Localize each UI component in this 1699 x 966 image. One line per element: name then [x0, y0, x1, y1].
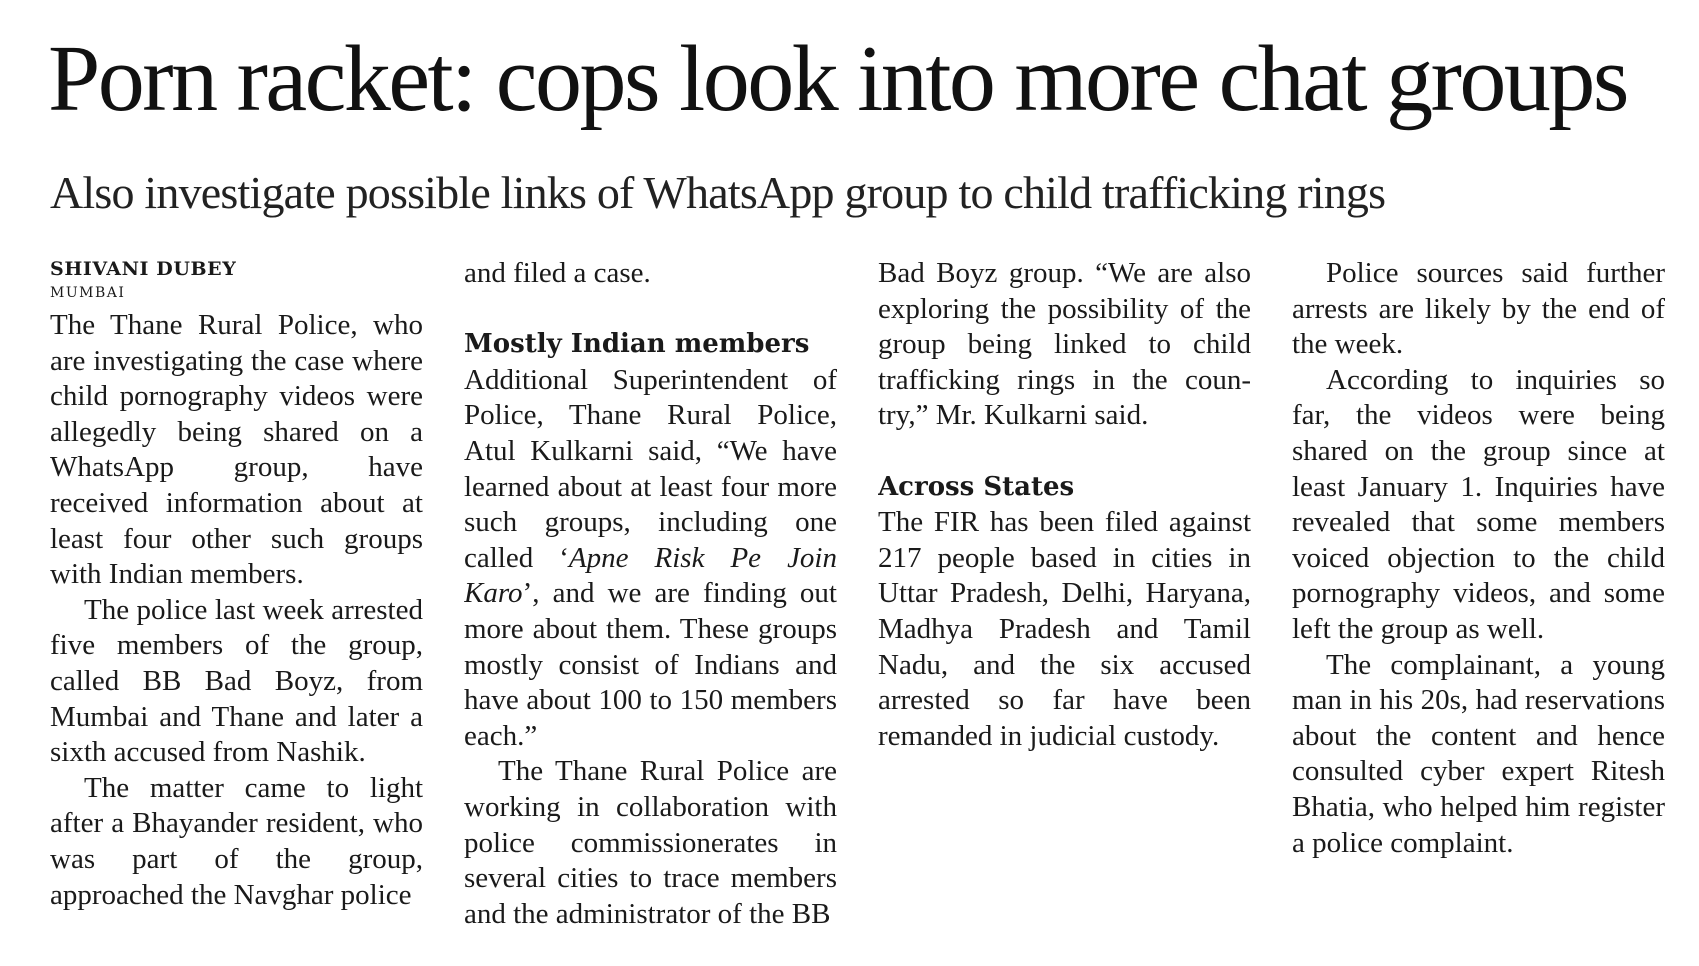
- group-name: Apne Risk Pe Join Karo: [464, 541, 837, 610]
- column-2: [464, 256, 837, 932]
- paragraph: The Thane Rural Police are working in collaboration with police commissionerates in several cities to trace members and the administrator of the BB: [464, 755, 837, 930]
- paragraph: [464, 363, 837, 755]
- paragraph: According to inquiries so far, the videos were being shared on the group since at least January 1. Inquiries have revealed that some members voiced objection to the child pornography videos, and some left the group as well.: [1292, 363, 1665, 645]
- paragraph: The FIR has been filed against 217 people based in cities in Uttar Pradesh, Delhi, Haryana, Madhya Pradesh and Tamil Nadu, and the six accused arrested so far have been remanded in judicial custody.: [878, 506, 1251, 752]
- byline: SHIVANI DUBEY: [50, 258, 237, 280]
- column-4: [1292, 256, 1665, 861]
- paragraph: The matter came to light after a Bhayander resident, who was part of the group, approached the Navghar police: [50, 771, 423, 911]
- paragraph-continued: Bad Boyz group. “We are also exploring the possibility of the group being linked to child trafficking rings in the country,” Mr. Kulkarni said.: [878, 257, 1251, 432]
- column-3: [878, 256, 1251, 754]
- subhead-across-states: Across States: [878, 471, 1075, 502]
- dateline: MUMBAI: [50, 285, 126, 301]
- paragraph: Police sources said further arrests are likely by the end of the week.: [1292, 257, 1665, 361]
- paragraph-text: Additional Superintendent of Police, Thane Rural Police, Atul Kulkarni said, “We have learned about at least four more such groups, including one called ‘: [464, 363, 837, 574]
- deck-subheadline: Also investigate possible links of WhatsApp group to child trafficking rings: [50, 167, 1386, 218]
- article-body: [50, 256, 1665, 946]
- column-1: [50, 256, 423, 913]
- subhead-mostly-indian-members: Mostly Indian members: [464, 329, 810, 360]
- headline: Porn racket: cops look into more chat groups: [48, 27, 1628, 131]
- paragraph: The police last week arrested five members of the group, called BB Bad Boyz, from Mumbai and Thane and later a sixth accused from Nashik.: [50, 593, 423, 769]
- paragraph: The complainant, a young man in his 20s, had reservations about the content and hence consulted cyber expert Ritesh Bhatia, who helped him register a police complaint.: [1292, 648, 1665, 859]
- paragraph: The Thane Rural Police, who are investigating the case where child pornography videos were allegedly being shared on a WhatsApp group, have received information about at least four other such groups with Indian members.: [50, 309, 423, 591]
- paragraph-continued: and filed a case.: [464, 257, 651, 289]
- paragraph-text: ’, and we are finding out more about them. These groups mostly consist of Indians and have about 100 to 150 members each.”: [464, 577, 837, 752]
